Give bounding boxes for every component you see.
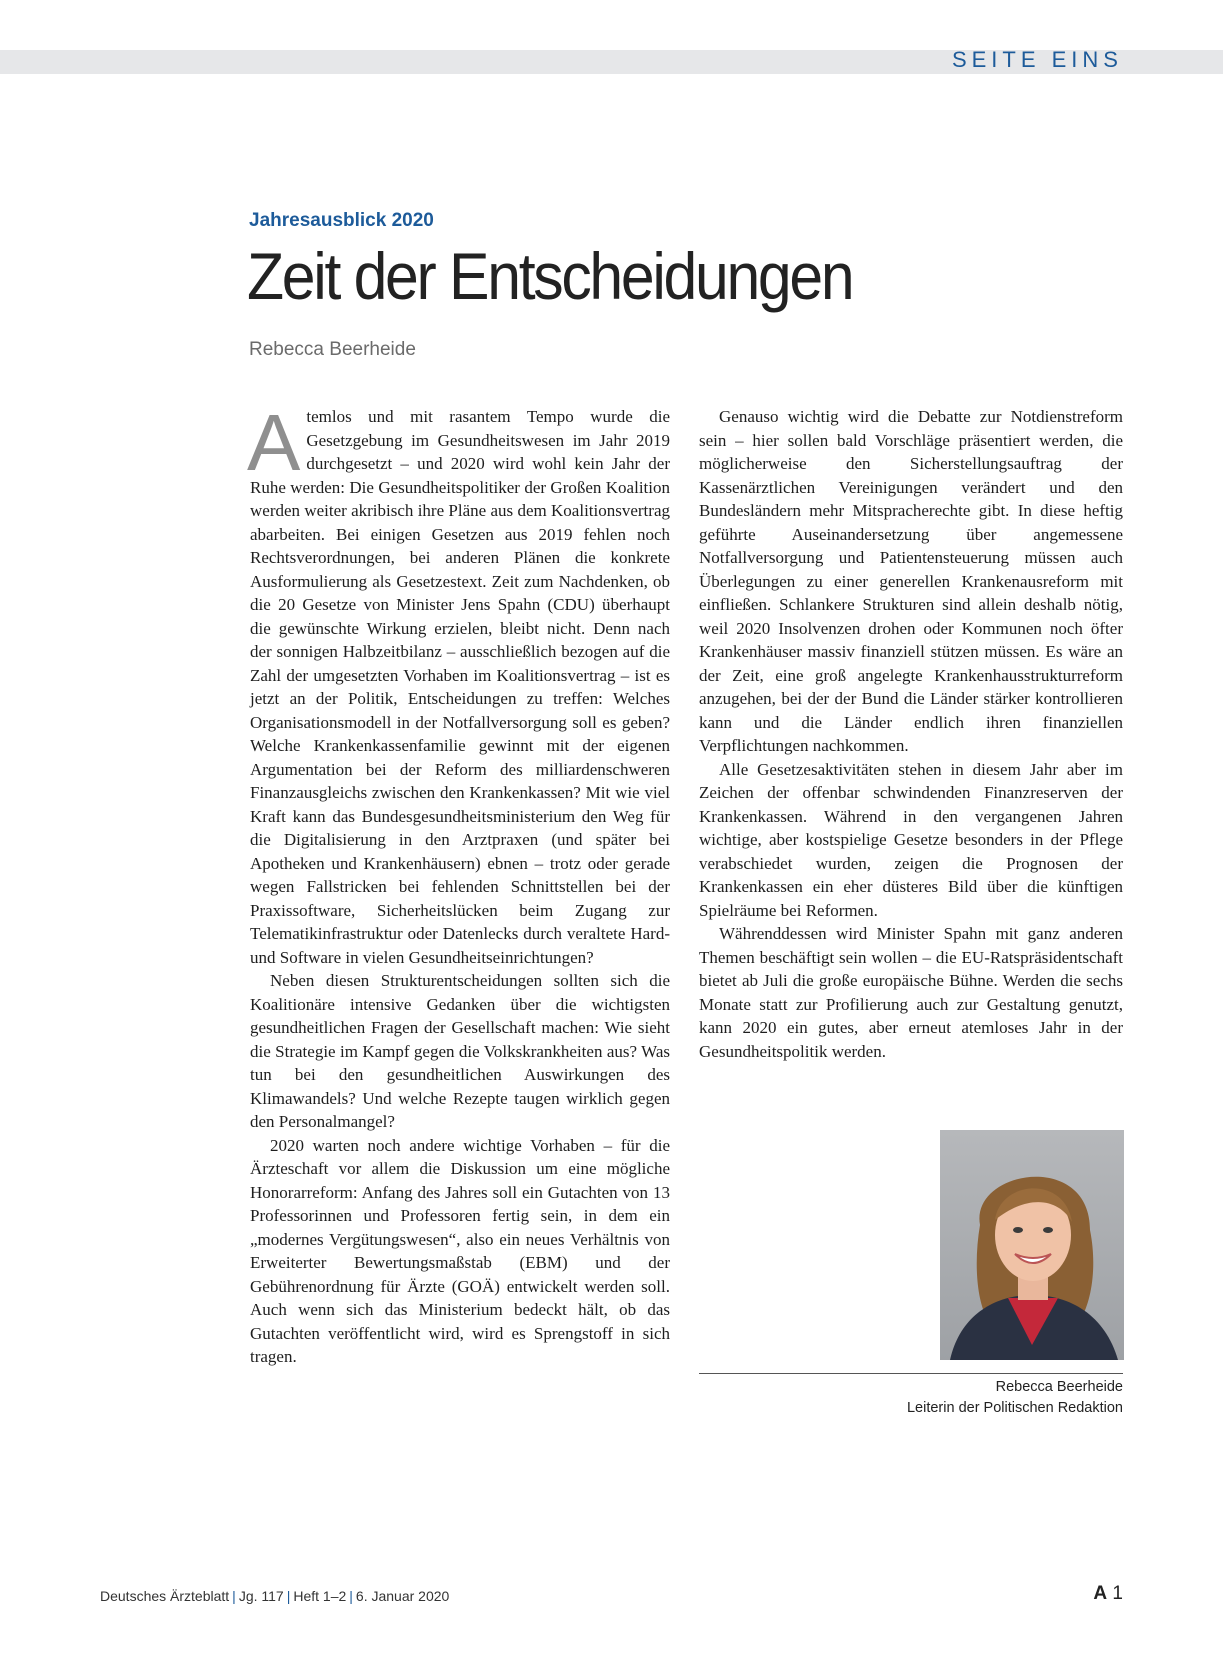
caption-rule [699, 1373, 1123, 1374]
article-paragraph [247, 398, 670, 969]
footer-separator: | [286, 1588, 291, 1604]
article-column-right [699, 405, 1123, 1063]
caption-role: Leiterin der Politischen Redaktion [906, 1400, 1123, 1416]
article-title: Zeit der Entscheidungen [247, 239, 853, 313]
section-label: SEITE EINS [951, 47, 1123, 72]
portrait-caption [907, 1377, 1123, 1419]
caption-name: Rebecca Beerheide [995, 1379, 1123, 1395]
article-paragraph: Neben diesen Strukturentscheidungen sollten sich die Koalitionäre intensive Gedanken über die wichtigsten gesundheitlichen Fragen der Gesellschaft machen: Wie sieht die Strategie im Kampf gegen die Volkskrankheiten aus? Was tun bei den gesundheitlichen Auswirkungen des Klimawandels? Und welche Rezepte taugen wirklich gegen den Personalmangel? [250, 971, 670, 1131]
page-footer [100, 1588, 449, 1604]
footer-separator: | [349, 1588, 353, 1604]
footer-volume: Jg. 117 [238, 1588, 284, 1604]
author-portrait [940, 1130, 1124, 1360]
article-paragraph: Alle Gesetzesaktivitäten stehen in diesem Jahr aber im Zeichen der offenbar schwindenden Finanzreserven der Krankenkassen. Während in den vergangenen Jahren wichtige, aber kostspielige Gesetze besonders in der Pflege verabschiedet wurden, zeigen die Prognosen der Krankenkassen ein eher düsteres Bild über die künftigen Spielräume bei Reformen. [699, 759, 1123, 920]
article-paragraph: Währenddessen wird Minister Spahn mit ganz anderen Themen beschäftigt sein wollen – die EU-Ratspräsidentschaft bietet ab Juli die große europäische Bühne. Werden die sechs Monate statt zur Profilierung auch zur Gestaltung genutzt, kann 2020 ein gutes, aber erneut atemloses Jahr in der Gesundheitspolitik werden. [699, 924, 1123, 1061]
article-kicker: Jahresausblick 2020 [249, 210, 434, 231]
page-number [1093, 1583, 1123, 1605]
article-paragraph: Genauso wichtig wird die Debatte zur Notdienstreform sein – hier sollen bald Vorschläge präsentiert werden, die möglicherweise den Sicherstellungsauftrag der Kassenärztlichen Vereinigungen verändert und den Bundesländern mehr Mitspracherechte gibt. In diese heftig geführte Auseinandersetzung über angemessene Notfallversorgung und Patientensteuerung müssen auch Überlegungen zu einer generellen Krankenausreform mit einfließen. Schlankere Strukturen sind allein deshalb nötig, weil 2020 Insolvenzen drohen oder Kommunen noch öfter Krankenhäuser massiv finanziell stützen müssen. Es wäre an der Zeit, eine groß angelegte Krankenhausstrukturreform anzugehen, bei der der Bund die Länder stärker kontrollieren kann und die Länder endlich ihren finanziellen Verpflichtungen nachkommen. [699, 407, 1123, 755]
page-prefix: A [1093, 1583, 1108, 1604]
article-author: Rebecca Beerheide [249, 339, 416, 360]
footer-date: 6. Januar 2020 [355, 1588, 450, 1604]
footer-separator: | [232, 1588, 236, 1604]
page-number-value: 1 [1112, 1583, 1123, 1604]
portrait-illustration [940, 1130, 1124, 1360]
paragraph-text: temlos und mit rasantem Tempo wurde die Gesetzgebung im Gesundheitswesen im Jahr 2019 durchgesetzt – und 2020 wird wohl kein Jahr der Ruhe werden: Die Gesundheitspolitiker der Großen Koalition werden weiter akribisch ihre Pläne aus dem Koalitionsvertrag abarbeiten. Bei einigen Gesetzen aus 2019 fehlen noch Rechtsverordnungen, bei anderen Plänen die konkrete Ausformulierung als Gesetzestext. Zeit zum Nachdenken, ob die 20 Gesetze von Minister Jens Spahn (CDU) überhaupt die gewünschte Wirkung erzielen, bleibt nicht. Denn nach der sonnigen Halbzeitbilanz – ausschließlich bezogen auf die Zahl der umgesetzten Vorhaben im Koalitionsvertrag – ist es jetzt an der Politik, Entscheidungen zu treffen: Welches Organisationsmodell in der Notfallversorgung soll es geben? Welche Krankenkassenfamilie gewinnt mit der eigenen Argumentation bei der Reform des milliardenschweren Finanzausgleichs zwischen den Krankenkassen? Mit wie viel Kraft kann das Bundesgesundheitsministerium den Weg für die Digitalisierung in den Arztpraxen (und später bei Apotheken und Krankenhäusern) ebnen – trotz oder gerade wegen Fallstricken bei fehlenden Schnittstellen bei der Praxissoftware, Sicherheitslücken beim Zugang zur Telematikinfrastruktur oder Datenlecks durch veraltete Hard- und Software in vielen Gesundheitseinrichtungen? [250, 407, 670, 967]
article-column-left [247, 398, 670, 1369]
footer-issue: Heft 1–2 [293, 1588, 347, 1604]
article-paragraph: 2020 warten noch andere wichtige Vorhaben – für die Ärzteschaft vor allem die Diskussion um eine mögliche Honorarreform: Anfang des Jahres soll ein Gutachten von 13 Professorinnen und Professoren fertig sein, in dem ein „modernes Vergütungswesen“, also ein neues Verhältnis von Erweiterter Bewertungsmaßstab (EBM) und der Gebührenordnung für Ärzte (GOÄ) entwickelt werden soll. Auch wenn sich das Ministerium bedeckt hält, ob das Gutachten veröffentlicht wird, wird es Sprengstoff in sich tragen. [250, 1135, 670, 1366]
footer-journal: Deutsches Ärzteblatt [100, 1588, 230, 1604]
drop-cap: A [247, 398, 301, 487]
